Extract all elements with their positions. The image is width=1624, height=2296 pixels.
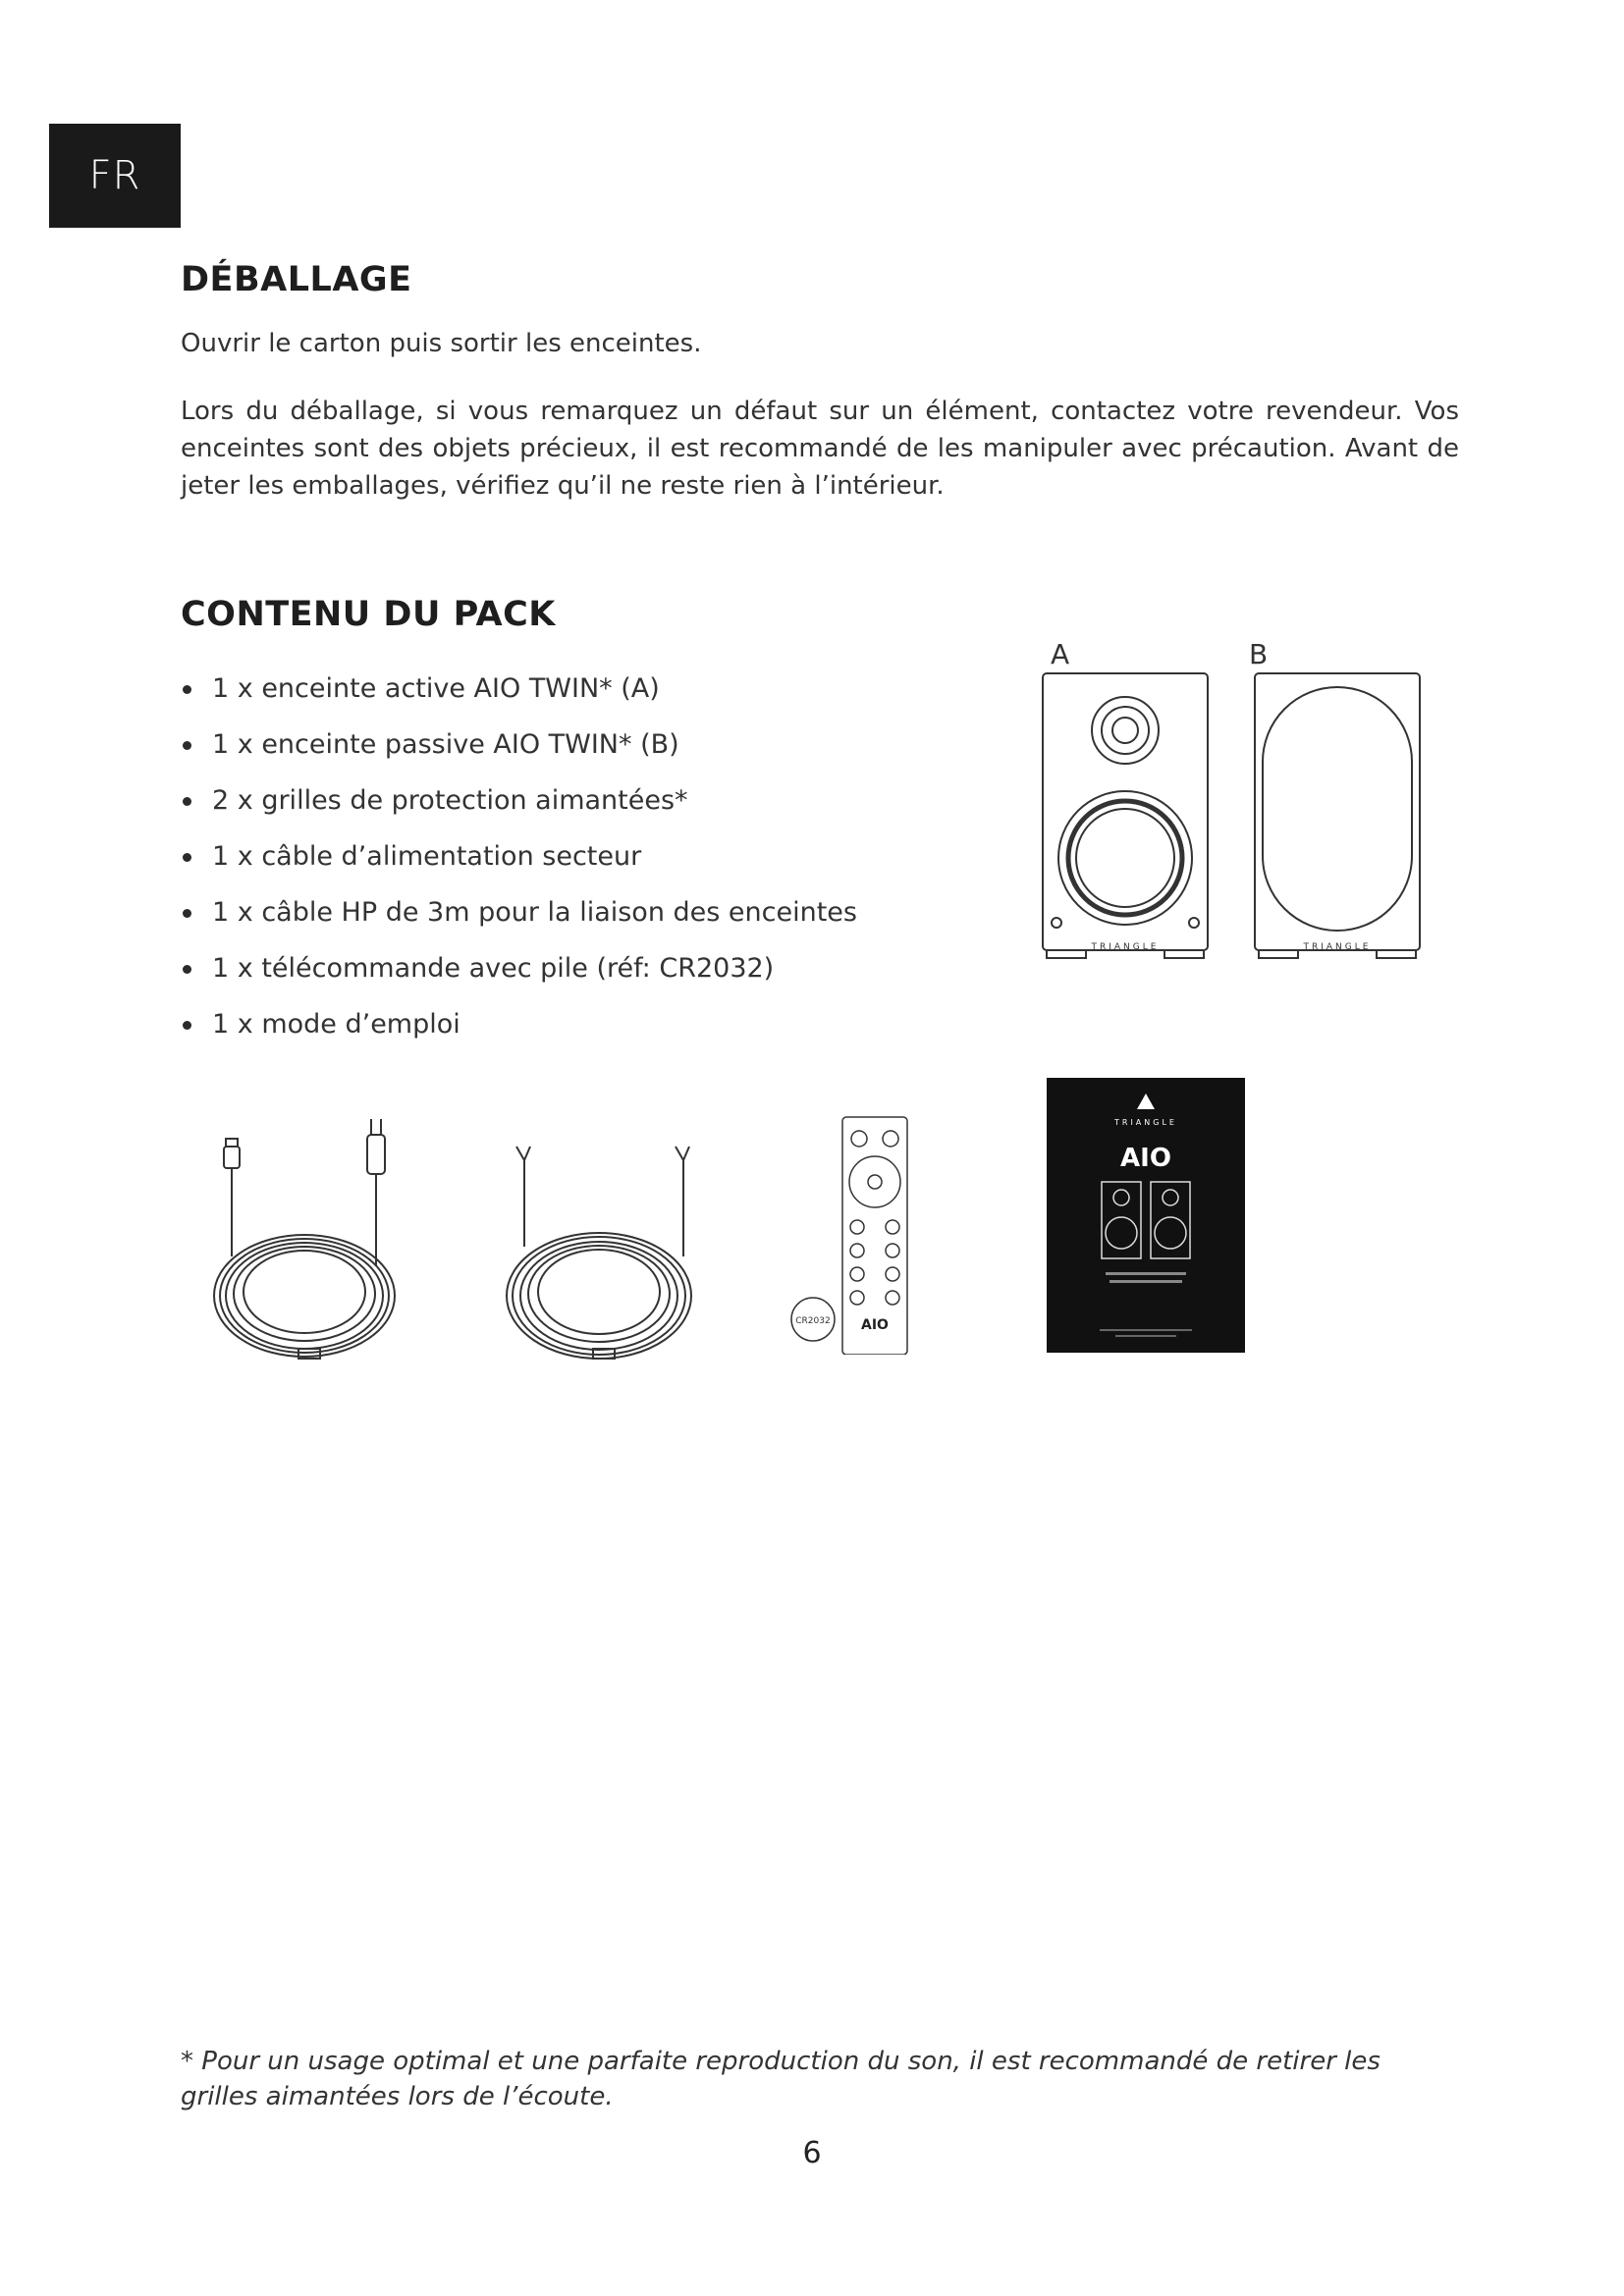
language-tab: FR <box>49 124 181 228</box>
speaker-b-brand: TRIANGLE <box>1303 942 1372 952</box>
user-manual-illustration <box>1047 1078 1245 1353</box>
remote-logo: AIO <box>861 1317 889 1333</box>
pack-contents-list <box>181 666 857 1057</box>
speakers-illustration <box>1031 628 1443 991</box>
list-item: 1 x enceinte passive AIO TWIN* (B) <box>181 721 857 777</box>
speaker-b-label: B <box>1249 638 1269 670</box>
passive-speaker-b <box>1255 673 1420 958</box>
remote-and-battery-illustration <box>766 1109 923 1355</box>
pack-contents-title: CONTENU DU PACK <box>181 595 556 634</box>
list-item: 1 x mode d’emploi <box>181 1001 857 1057</box>
speaker-cable-illustration <box>501 1139 697 1374</box>
triangle-logo-icon <box>1137 1094 1155 1109</box>
unpacking-title: DÉBALLAGE <box>181 260 412 299</box>
speaker-a-label: A <box>1051 638 1070 670</box>
speaker-a-brand: TRIANGLE <box>1091 942 1160 952</box>
list-item: 1 x enceinte active AIO TWIN* (A) <box>181 666 857 721</box>
list-item: 1 x câble HP de 3m pour la liaison des enceintes <box>181 889 857 945</box>
active-speaker-a <box>1043 673 1208 958</box>
manual-logo: AIO <box>1120 1144 1171 1173</box>
footnote: * Pour un usage optimal et une parfaite reproduction du son, il est recommandé de retirer les grilles aimantées lors de l’écoute. <box>181 2047 1380 2111</box>
list-item: 1 x câble d’alimentation secteur <box>181 833 857 889</box>
manual-brand: TRIANGLE <box>1114 1118 1177 1127</box>
list-item: 1 x télécommande avec pile (réf: CR2032) <box>181 945 857 1001</box>
battery-label: CR2032 <box>795 1316 831 1326</box>
unpacking-intro: Ouvrir le carton puis sortir les enceintes. <box>181 329 702 358</box>
page-number: 6 <box>802 2136 822 2170</box>
list-item: 2 x grilles de protection aimantées* <box>181 777 857 833</box>
power-cable-illustration <box>206 1119 403 1374</box>
unpacking-details: Lors du déballage, si vous remarquez un défaut sur un élément, contactez votre revendeur. Vos enceintes sont des objets précieux, il est recommandé de les manipuler avec précaution. Avant de jeter les emballages, vérifiez qu’il ne reste rien à l’intérieur. <box>181 397 1459 501</box>
